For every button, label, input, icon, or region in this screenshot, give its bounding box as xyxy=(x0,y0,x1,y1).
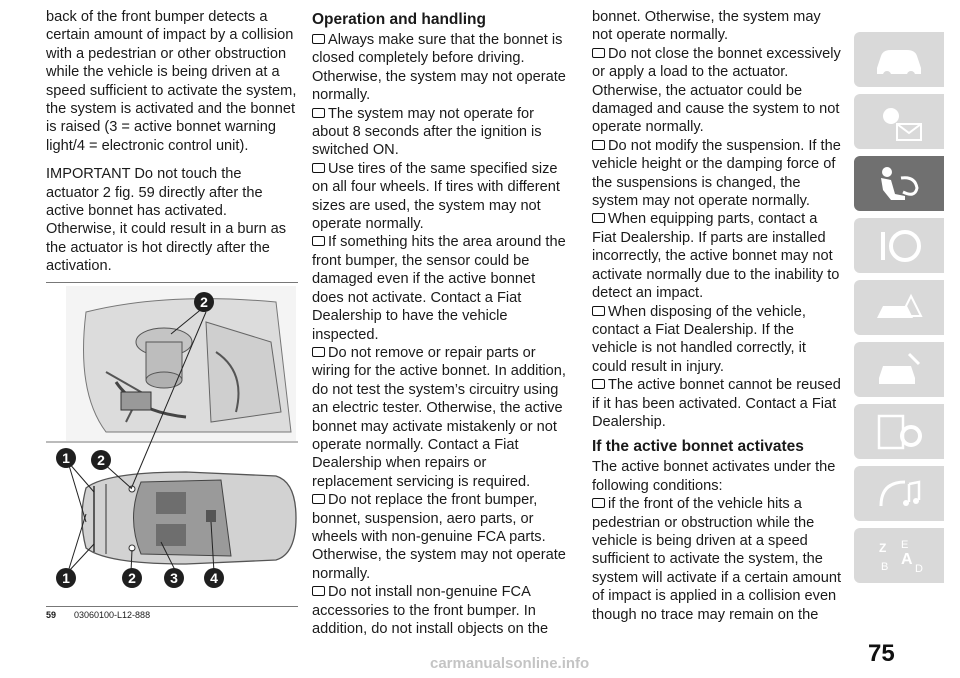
callout-2-top xyxy=(194,292,214,312)
callout-2-bottom xyxy=(122,568,142,588)
item-text: The system may not operate for about 8 seconds after the ignition is switched ON. xyxy=(312,105,542,159)
figure-code: 03060100-L12-888 xyxy=(74,610,151,620)
intro-text: The active bonnet activates under the following conditions: xyxy=(592,459,836,494)
warning-icon xyxy=(312,108,325,118)
important-paragraph: IMPORTANT Do not touch the actuator 2 fig. 59 directly after the active bonnet has activated. Otherwise, it could result in a burn as the actuator is hot directly after the activation. xyxy=(46,166,287,275)
callout-label: 2 xyxy=(200,294,208,310)
list-item xyxy=(312,105,566,160)
svg-text:B: B xyxy=(881,560,889,573)
divider xyxy=(46,606,298,607)
tab-safety[interactable] xyxy=(854,156,944,211)
index-icon xyxy=(871,534,927,578)
warning-icon xyxy=(592,498,605,508)
list-item xyxy=(592,137,842,211)
breakdown-icon xyxy=(871,286,927,330)
list-item xyxy=(312,160,566,234)
list-item xyxy=(592,303,842,377)
chapter-sidebar xyxy=(854,32,946,590)
callout-4 xyxy=(204,568,224,588)
callout-label: 1 xyxy=(62,570,70,586)
callout-label: 3 xyxy=(170,570,178,586)
callout-label: 1 xyxy=(62,450,70,466)
svg-text:E: E xyxy=(901,538,909,551)
item-text: When disposing of the vehicle, contact a Fiat Dealership. If the vehicle is not handled correctly, it could result in injury. xyxy=(592,303,806,375)
warning-icon xyxy=(592,48,605,58)
callout-label: 4 xyxy=(210,570,218,586)
section-heading: If the active bonnet activates xyxy=(592,438,804,456)
list-item xyxy=(312,344,566,491)
paragraph: back of the front bumper detects a certain amount of impact by a collision with a pedestrian or other obstruction while the vehicle is being driven at a speed sufficient to activate the system, the system is activated and the bonnet is raised (3 = active bonnet warning light/4 = electronic control unit). xyxy=(46,9,297,154)
tab-technical-data[interactable] xyxy=(854,404,944,459)
tab-index[interactable] xyxy=(854,528,944,583)
item-text: The active bonnet cannot be reused if it has been activated. Contact a Fiat Dealership. xyxy=(592,377,841,430)
car-top-view xyxy=(82,472,296,564)
car-icon xyxy=(871,38,927,82)
item-text: Use tires of the same specified size on all four wheels. If tires with different sizes are used, the system may not operate normally. xyxy=(312,160,560,233)
warning-icon xyxy=(592,306,605,316)
list-item xyxy=(592,376,842,431)
column-3 xyxy=(592,8,842,624)
tab-dashboard[interactable] xyxy=(854,32,944,87)
continued-text: bonnet. Otherwise, the system may not operate normally. xyxy=(592,9,821,44)
warning-icon xyxy=(592,140,605,150)
figure-number: 59 xyxy=(46,610,57,620)
figure-59 xyxy=(46,282,298,622)
page-number: 75 xyxy=(868,640,895,667)
airbag-safety-icon xyxy=(871,162,927,206)
column-2 xyxy=(312,8,566,638)
watermark: carmanualsonline.info xyxy=(430,655,590,672)
callout-label: 2 xyxy=(128,570,136,586)
multimedia-icon xyxy=(871,472,927,516)
tab-emergency[interactable] xyxy=(854,280,944,335)
callout-1-bottom xyxy=(56,568,76,588)
column-1 xyxy=(46,8,298,286)
svg-text:Z: Z xyxy=(879,540,887,555)
item-text: if the front of the vehicle hits a pedestrian or obstruction while the vehicle is being driven at a speed sufficient to activate the system, the system will activate if a certain amount of impact is applied in a collision even though no trace may remain on the xyxy=(592,496,841,623)
item-text: Do not close the bonnet excessively or apply a load to the actuator. Otherwise, the actuator could be damaged and cause the system to not operate normally. xyxy=(592,45,841,136)
active-bonnet-diagram xyxy=(46,282,298,604)
warning-icon xyxy=(312,163,325,173)
list-item xyxy=(312,491,566,583)
tab-warning-lights[interactable] xyxy=(854,94,944,149)
car-maintenance-icon xyxy=(871,348,927,392)
section-heading: Operation and handling xyxy=(312,11,486,28)
list-item xyxy=(592,210,842,302)
divider xyxy=(46,282,298,283)
list-item xyxy=(312,31,566,105)
item-text: If something hits the area around the front bumper, the sensor could be damaged even if the active bonnet does not activate. Contact a Fiat Dealership to have the vehicle inspected. xyxy=(312,234,566,343)
warning-icon xyxy=(312,494,325,504)
item-text: Do not remove or repair parts or wiring for the active bonnet. In addition, do not test the system’s circuitry using an electric tester. Otherwise, the active bonnet may activate mistakenly or not operate normally. Contact a Fiat Dealership when repairs or replacement servicing is required. xyxy=(312,344,566,490)
warning-icon xyxy=(312,34,325,44)
callout-3 xyxy=(164,568,184,588)
warning-lights-icon xyxy=(871,100,927,144)
list-item xyxy=(312,233,566,343)
list-item xyxy=(312,583,566,638)
list-item xyxy=(592,45,842,137)
warning-icon xyxy=(312,347,325,357)
warning-icon xyxy=(592,213,605,223)
item-text: When equipping parts, contact a Fiat Dealership. If parts are installed incorrectly, the active bonnet may not activate normally due to the inability to detect an impact. xyxy=(592,211,840,302)
warning-icon xyxy=(312,236,325,246)
item-text: Do not replace the front bumper, bonnet, suspension, aero parts, or wheels with non-genuine FCA parts. Otherwise, the system may not operate normally. xyxy=(312,492,566,582)
warning-icon xyxy=(592,379,605,389)
item-text: Do not install non-genuine FCA accessories to the front bumper. In addition, do not install objects on the xyxy=(312,584,549,637)
svg-text:A: A xyxy=(901,550,913,568)
tab-multimedia[interactable] xyxy=(854,466,944,521)
list-item xyxy=(592,495,842,624)
steering-wheel-icon xyxy=(871,224,927,268)
callout-1-top xyxy=(56,448,76,468)
tab-maintenance[interactable] xyxy=(854,342,944,397)
engine-bay-inset xyxy=(66,286,296,441)
specs-gear-icon xyxy=(871,410,927,454)
item-text: Do not modify the suspension. If the vehicle height or the damping force of the suspensions is changed, the system may not operate normally. xyxy=(592,137,841,210)
svg-text:D: D xyxy=(915,562,923,575)
tab-starting-driving[interactable] xyxy=(854,218,944,273)
callout-label: 2 xyxy=(97,452,105,468)
item-text: Always make sure that the bonnet is closed completely before driving. Otherwise, the system may not operate normally. xyxy=(312,32,566,104)
warning-icon xyxy=(312,586,325,596)
callout-2-mid xyxy=(91,450,111,470)
